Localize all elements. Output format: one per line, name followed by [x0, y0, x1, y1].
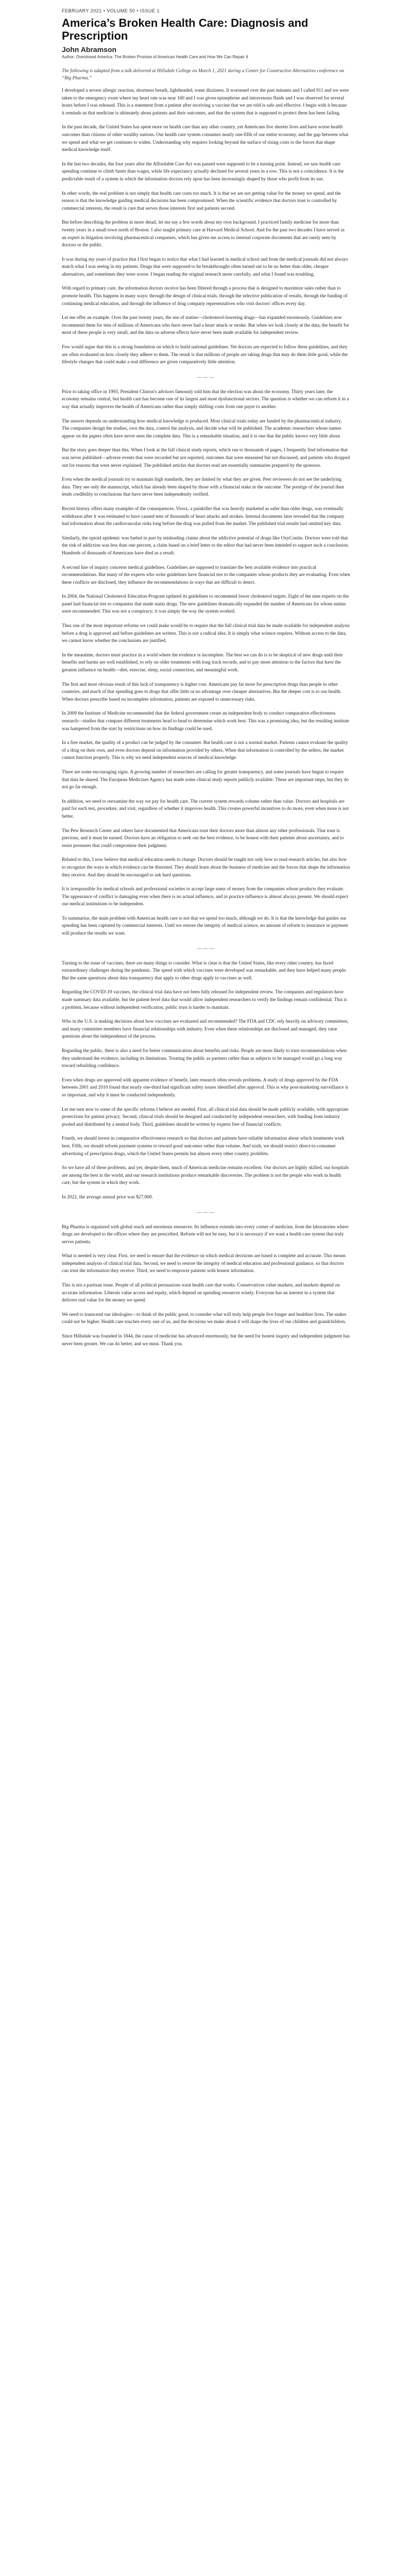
body-paragraph: Similarly, the opioid epidemic was fueled in part by misleading claims about the addictive potential of drugs like OxyContin. Doctors were told that the risk of addiction was less than one percent, a claim based on a brief letter to the editor that had never been intended to support such a conclusion. Hundreds of thousands of Americans have died as a result. — [62, 535, 349, 556]
body-paragraph: Turning to the issue of vaccines, there are many things to consider. What is clear is that the United States, like every other country, has faced extraordinary challenges during the pandemic. The speed with which vaccines were developed was remarkable, and they have helped many people. But the same questions about data transparency that apply to other drugs apply to vaccines as well. — [62, 960, 347, 981]
article-body — [62, 87, 350, 1348]
body-paragraph: Let me offer an example. Over the past twenty years, the use of statins—cholesterol-lowering drugs—has expanded enormously. Guidelines now recommend them for tens of millions of Americans who have never had a heart attack or stroke. But when we look closely at the data, the benefit for most of these people is very small, and the data on adverse effects have never been made available for independent review. — [62, 315, 349, 336]
body-paragraph: A second line of inquiry concerns medical guidelines. Guidelines are supposed to translate the best available evidence into practical recommendations. But many of the experts who write guidelines have financial ties to the companies whose products they are evaluating. Even when these conflicts are disclosed, they influence the recommendations in ways that are difficult to detect. — [62, 565, 350, 585]
article-section — [62, 960, 350, 1201]
body-paragraph: It was during my years of practice that I first began to notice that what I had learned in medical school and from the medical journals did not always match what I was seeing in my patients. Drugs that were supposed to be breakthroughs often turned out to be no better than older, cheaper alternatives, and sometimes they were worse. I began reading the original research more carefully, and what I found was troubling. — [62, 257, 348, 277]
body-paragraph: We need to transcend our ideologies—to think of the public good, to consider what will truly help people live longer and healthier lives. The stakes could not be higher. Health care touches every one of us, and the decisions we make about it will shape the lives of our children and grandchildren. — [62, 1312, 347, 1325]
body-paragraph: This is not a partisan issue. People of all political persuasions want health care that works. Conservatives value markets, and markets depend on accurate information. Liberals value access and equity, which depend on spending resources wisely. Everyone has an interest in a system that delivers real value for the money we spend. — [62, 1283, 340, 1303]
issue-date-line: FEBRUARY 2021 • VOLUME 50 • ISSUE 1 — [62, 8, 160, 13]
body-paragraph: Related to this, I now believe that medical education needs to change. Doctors should be taught not only how to read research articles, but also how to recognize the ways in which evidence can be distorted. They should learn about the business of medicine and the forces that shape the information they receive. And they should be encouraged to ask hard questions. — [62, 857, 350, 878]
body-paragraph: In the meantime, doctors must practice in a world where the evidence is incomplete. The best we can do is to be skeptical of new drugs until their benefits and harms are well established, to rely on older treatments with long track records, and to pay more attention to the factors that have the greatest influence on health—diet, exercise, sleep, social connection, and meaningful work. — [62, 652, 343, 673]
body-paragraph: The answer depends on understanding how medical knowledge is produced. Most clinical trials today are funded by the pharmaceutical industry. The companies design the studies, own the data, control the analysis, and decide what will be published. The academic researchers whose names appear on the papers often have never seen the complete data. This is a remarkable situation, and it is one that the public knows very little about. — [62, 418, 342, 439]
body-paragraph: Fourth, we should invest in comparative effectiveness research so that doctors and patients have reliable information about which treatments work best. Fifth, we should reform payment systems to reward good outcomes rather than volume. And sixth, we should restrict direct-to-consumer advertising of prescription drugs, which the United States permits but almost every other country prohibits. — [62, 1136, 345, 1157]
body-paragraph: Even when the medical journals try to maintain high standards, they are limited by what they are given. Peer reviewers do not see the underlying data. They see only the manuscript, which has already been shaped by those with a financial stake in the outcome. The prestige of the journal then lends credibility to conclusions that have never been independently verified. — [62, 477, 344, 498]
article-section — [62, 1224, 350, 1348]
intro-note: The following is adapted from a talk delivered at Hillsdale College on March 1, 2021 during a Center for Constructive Alternatives conference on “Big Pharma.” — [62, 69, 345, 81]
body-paragraph: Who in the U.S. is making decisions about how vaccines are evaluated and recommended? The FDA and CDC rely heavily on advisory committees, and many committee members have financial relationships with industry. Even when these relationships are disclosed and managed, they raise questions about the independence of the process. — [62, 1019, 349, 1040]
body-paragraph: Recent history offers many examples of the consequences. Vioxx, a painkiller that was heavily marketed as safer than older drugs, was eventually withdrawn after it was estimated to have caused tens of thousands of heart attacks and strokes. Internal documents later revealed that the company had information about the cardiovascular risks long before the drug was pulled from the market. The published trial results had omitted key data. — [62, 506, 345, 527]
body-paragraph: In the last two decades, the four years after the Affordable Care Act was passed were supposed to be a turning point. Instead, we saw health care spending continue to climb faster than wages, while life expectancy actually declined for several years in a row. This is not a coincidence. It is the predictable result of a system in which the information doctors rely upon has been increasingly shaped by those who profit from its use. — [62, 161, 344, 182]
body-paragraph: Even when drugs are approved with apparent evidence of benefit, later research often reveals problems. A study of drugs approved by the FDA between 2001 and 2010 found that nearly one-third had significant safety issues identified after approval. This is why post-marketing surveillance is so important, and why it must be conducted independently. — [62, 1077, 349, 1098]
body-paragraph: In other words, the real problem is not simply that health care costs too much. It is that we are not getting value for the money we spend, and the reason is that the knowledge guiding medical decisions has been compromised. When the scientific evidence that doctors trust is controlled by commercial interests, the result is care that serves those interests first and patients second. — [62, 191, 341, 211]
body-paragraph: The Pew Research Center and others have documented that Americans trust their doctors more than almost any other professionals. That trust is precious, and it must be earned. Doctors have an obligation to seek out the best evidence, to be honest with their patients about uncertainty, and to resist pressures that could compromise their judgment. — [62, 828, 344, 849]
page-title: America’s Broken Health Care: Diagnosis and Prescription — [62, 16, 308, 42]
body-paragraph: In a free market, the quality of a product can be judged by the consumer. But health care is not a normal market. Patients cannot evaluate the quality of a drug on their own, and even doctors depend on information provided by others. When that information is controlled by the sellers, the market cannot function properly. This is why we need independent sources of medical knowledge. — [62, 740, 348, 761]
body-paragraph: In 2009 the Institute of Medicine recommended that the federal government create an independent body to conduct comparative effectiveness research—studies that compare different treatments head to head to determine which work best. This was a promising idea, but the resulting institute was hampered from the start by restrictions on how its findings could be used. — [62, 711, 350, 732]
author-role: Author, Overdosed America: The Broken Promise of American Health Care and How We Can Repair It — [62, 55, 248, 59]
body-paragraph: In addition, we need to reexamine the way we pay for health care. The current system rewards volume rather than value. Doctors and hospitals are paid for each test, procedure, and visit, regardless of whether it improves health. This creates powerful incentives to do more, even when more is not better. — [62, 799, 349, 819]
body-paragraph: The first and most obvious result of this lack of transparency is higher cost. Americans pay far more for prescription drugs than people in other countries, and much of that spending goes to drugs that offer little or no advantage over cheaper alternatives. But the deeper cost is to our health. When doctors prescribe based on incomplete information, patients are exposed to unnecessary risks. — [62, 682, 341, 702]
body-paragraph: I developed a severe allergic reaction, shortness breath, lightheaded, some dizziness. It worsened over the past minutes and I called 911 and we were taken to the emergency room where my heart rate was near 160 and I was given epinephrine and intravenous fluids and I was observed for several hours before I was released. This is a statement from a patient after receiving a vaccine that we are told is safe and effective. I begin with it because it reminds us that medicine is ultimately about patients and their outcomes, and that the system that is supposed to protect them has been failing. — [62, 88, 349, 116]
section-divider: ——— — [197, 945, 215, 952]
body-paragraph: What is needed is very clear. First, we need to ensure that the evidence on which medical decisions are based is complete and accurate. This means independent analysis of clinical trial data. Second, we need to restore the integrity of medical education and professional guidance, so that doctors can trust the information they receive. Third, we need to empower patients with honest information. — [62, 1253, 346, 1274]
body-paragraph: To summarize, the main problem with American health care is not that we spend too much, although we do. It is that the knowledge that guides our spending has been captured by commercial interests. Until we restore the integrity of medical science, no amount of reform to insurance or payment will produce the results we want. — [62, 916, 348, 937]
body-paragraph: Thus one of the most important reforms we could make would be to require that the full clinical trial data be made available for independent analysis before a drug is approved and before guidelines are written. This is not a radical idea. It is simply what science requires. Without access to the data, we cannot know whether the conclusions are justified. — [62, 623, 350, 644]
body-paragraph: There are some encouraging signs. A growing number of researchers are calling for greater transparency, and some journals have begun to require that data be shared. The European Medicines Agency has made some clinical study reports publicly available. These are important steps, but they do not go far enough. — [62, 769, 349, 790]
article-section — [62, 87, 350, 366]
body-paragraph: In 2022, the average annual price was $27,000. — [62, 1194, 153, 1200]
body-paragraph: But the story goes deeper than this. When I look at the full clinical study reports, which run to thousands of pages, I frequently find information that was never published—adverse events that were recorded but not reported, outcomes that were measured but not discussed, and patients who dropped out for reasons that were never explained. The published articles that doctors read are essentially summaries prepared by the sponsors. — [62, 448, 350, 468]
body-paragraph: So we have all of these problems, and yet, despite them, much of American medicine remains excellent. Our doctors are highly skilled, our hospitals are among the best in the world, and our research institutions produce remarkable discoveries. The problem is not the people who work in health care, but the system in which they work. — [62, 1165, 349, 1186]
article-page — [62, 0, 350, 1348]
body-paragraph: Regarding the COVID-19 vaccines, the clinical trial data have not been fully released for independent review. The companies and regulators have made summary data available, but the patient-level data that would allow independent researchers to verify the findings remain confidential. This is a problem, because without independent verification, public trust is harder to maintain. — [62, 990, 347, 1010]
section-divider: ——— — [197, 374, 215, 380]
body-paragraph: Since Hillsdale was founded in 1844, the cause of medicine has advanced enormously, but the need for honest inquiry and independent judgment has never been greater. We can do better, and we must. Thank you. — [62, 1334, 350, 1347]
body-paragraph: With regard to primary care, the information doctors receive has been filtered through a process that is designed to maximize sales rather than to promote health. This happens in many ways: through the design of clinical trials, through the selective publication of results, through the funding of continuing medical education, and through the influence of drug company representatives who visit doctors' offices every day. — [62, 286, 348, 307]
author-name: John Abramson — [62, 45, 117, 54]
body-paragraph: Regarding the public, there is also a need for better communication about benefits and risks. People are more likely to trust recommendations when they understand the evidence, including its limitations. Treating the public as partners rather than as subjects to be managed would go a long way toward rebuilding confidence. — [62, 1048, 347, 1069]
body-paragraph: But before describing the problem in more detail, let me say a few words about my own background. I practiced family medicine for more than twenty years in a small town north of Boston. I also taught primary care at Harvard Medical School. And for the past two decades I have served as an expert in litigation involving pharmaceutical companies, which has given me access to internal corporate documents that are rarely seen by doctors or the public. — [62, 220, 345, 248]
body-paragraph: It is irresponsible for medical schools and professional societies to accept large sums of money from the companies whose products they evaluate. The appearance of conflict is damaging even when there is no actual influence, and in practice influence is almost always present. We should expect our medical institutions to be independent. — [62, 887, 348, 907]
article-section — [62, 388, 350, 938]
body-paragraph: In 2004, the National Cholesterol Education Program updated its guidelines to recommend lower cholesterol targets. Eight of the nine experts on the panel had financial ties to companies that made statin drugs. The new guidelines dramatically expanded the number of Americans for whom statins were recommended. This was not a conspiracy; it was simply the way the system worked. — [62, 594, 349, 615]
body-paragraph: Few would argue that this is a strong foundation on which to build national guidelines. Yet doctors are expected to follow these guidelines, and they are often evaluated on how closely they adhere to them. The result is that millions of people are taking drugs that may do them little good, while the lifestyle changes that could make a real difference are given comparatively little attention. — [62, 345, 348, 365]
body-paragraph: In the past decade, the United States has spent more on health care than any other country, yet Americans live shorter lives and have worse health outcomes than citizens of other wealthy nations. Our health care system consumes nearly one-fifth of our entire economy, and the gap between what we spend and what we get continues to widen. Understanding why requires looking beyond the surface of rising costs to the forces that shape medical knowledge itself. — [62, 125, 349, 153]
body-paragraph: Big Pharma is organized with global reach and enormous resources. Its influence extends into every corner of medicine, from the laboratories where drugs are developed to the offices where they are prescribed. Reform will not be easy, but it is necessary if we want a health care system that truly serves patients. — [62, 1224, 349, 1245]
body-paragraph: Prior to taking office in 1993, President Clinton's advisors famously told him that the election was about the economy. Thirty years later, the economy remains central, but health care has become one of its largest and most dysfunctional sectors. The question is whether we can reform it in a way that actually improves the health of Americans rather than simply shifting costs from one payer to another. — [62, 389, 349, 410]
body-paragraph: Let me turn now to some of the specific reforms I believe are needed. First, all clinical trial data should be made publicly available, with appropriate protections for patient privacy. Second, clinical trials should be designed and conducted by independent researchers, with funding from industry pooled and distributed by a neutral body. Third, guidelines should be written by experts free of financial conflicts. — [62, 1107, 349, 1127]
section-divider: ——— — [197, 1209, 215, 1215]
